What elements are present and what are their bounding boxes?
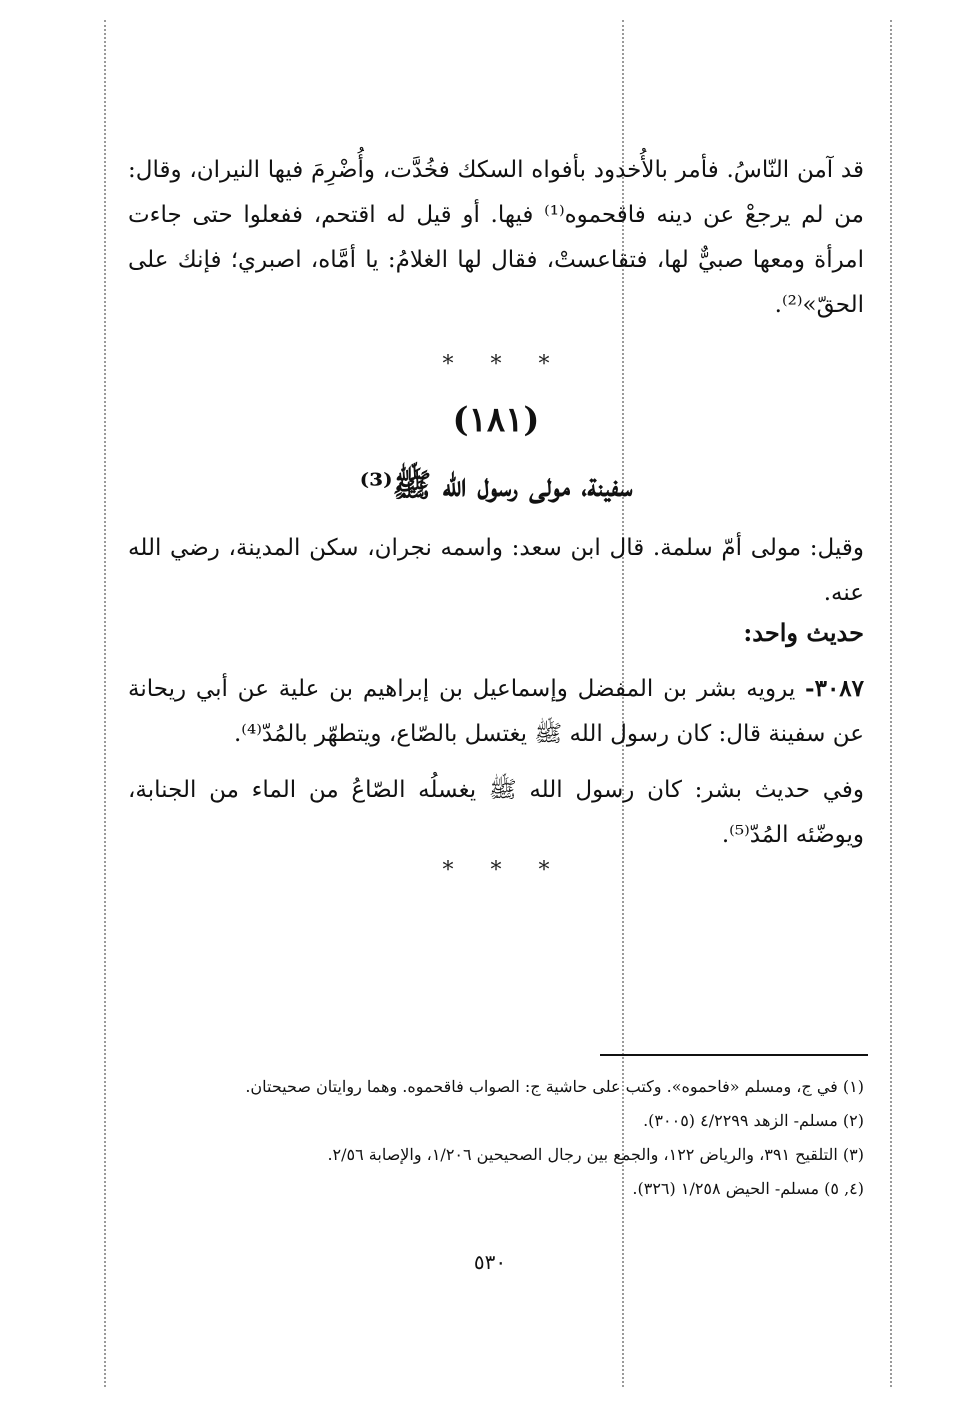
page-number: ٥٣٠ [473, 1250, 507, 1274]
footnotes-list [128, 1070, 864, 1206]
intro-paragraph: قد آمن النّاسُ. فأمر بالأُخدود بأفواه السكك فخُدَّت، وأُضْرِمَ فيها النيران، وقال: من لم يرجعْ عن دينه فاقحموه⁽¹⁾ فيها. أو قيل له اقتحم، ففعلوا حتى جاءت امرأة ومعها صبيٌّ لها، فتقاعستْ، فقال لها الغلامُ: يا أمَّاه، اصبري؛ فإنك على الحقّ»⁽²⁾. [128, 157, 864, 318]
variant-paragraph: وفي حديث بشر: كان رسول الله ﷺ يغسلُه الصّاعُ من الماء من الجنابة، ويوضّئه المُدّ⁽⁵⁾. [128, 777, 864, 848]
separator-stars: * * * [442, 352, 550, 377]
hadith-text: يرويه بشر بن المفضل وإسماعيل بن إبراهيم بن علية عن أبي ريحانة عن سفينة قال: كان رسول الله ﷺ يغتسل بالصّاع، ويتطهّر بالمُدّ⁽⁴⁾. [128, 676, 864, 747]
footnote-divider [600, 1054, 868, 1056]
bio-paragraph: وقيل: مولى أمّ سلمة. قال ابن سعد: واسمه نجران، سكن المدينة، رضي الله عنه. [128, 535, 864, 606]
section-title: سفينة، مولى رسول الله ﷺ⁽³⁾ [359, 466, 633, 504]
footnote-item: (١) في ج، ومسلم «فاحموه». وكتب على حاشية ج: الصواب فاقحموه. وهما روايتان صحيحتان. [245, 1077, 864, 1096]
section-number: (١٨١) [452, 400, 540, 440]
footnote-item: (٣) التلقيح ٣٩١، والرياض ١٢٢، والجمع بين رجال الصحيحين ١/٢٠٦، والإصابة ٢/٥٦. [327, 1145, 864, 1164]
footnote-item: (٤, ٥) مسلم- الحيض ١/٢٥٨ (٣٢٦). [632, 1179, 864, 1198]
margin-guide-left [104, 20, 106, 1387]
hadith-number: ٣٠٨٧- [805, 675, 865, 702]
margin-guide-right [890, 20, 892, 1387]
hadith-paragraph [128, 666, 864, 757]
separator-stars-bottom: * * * [442, 858, 550, 883]
footnote-item: (٢) مسلم- الزهد ٤/٢٢٩٩ (٣٠٠٥). [643, 1111, 864, 1130]
hadith-heading: حديث واحد: [743, 618, 864, 647]
